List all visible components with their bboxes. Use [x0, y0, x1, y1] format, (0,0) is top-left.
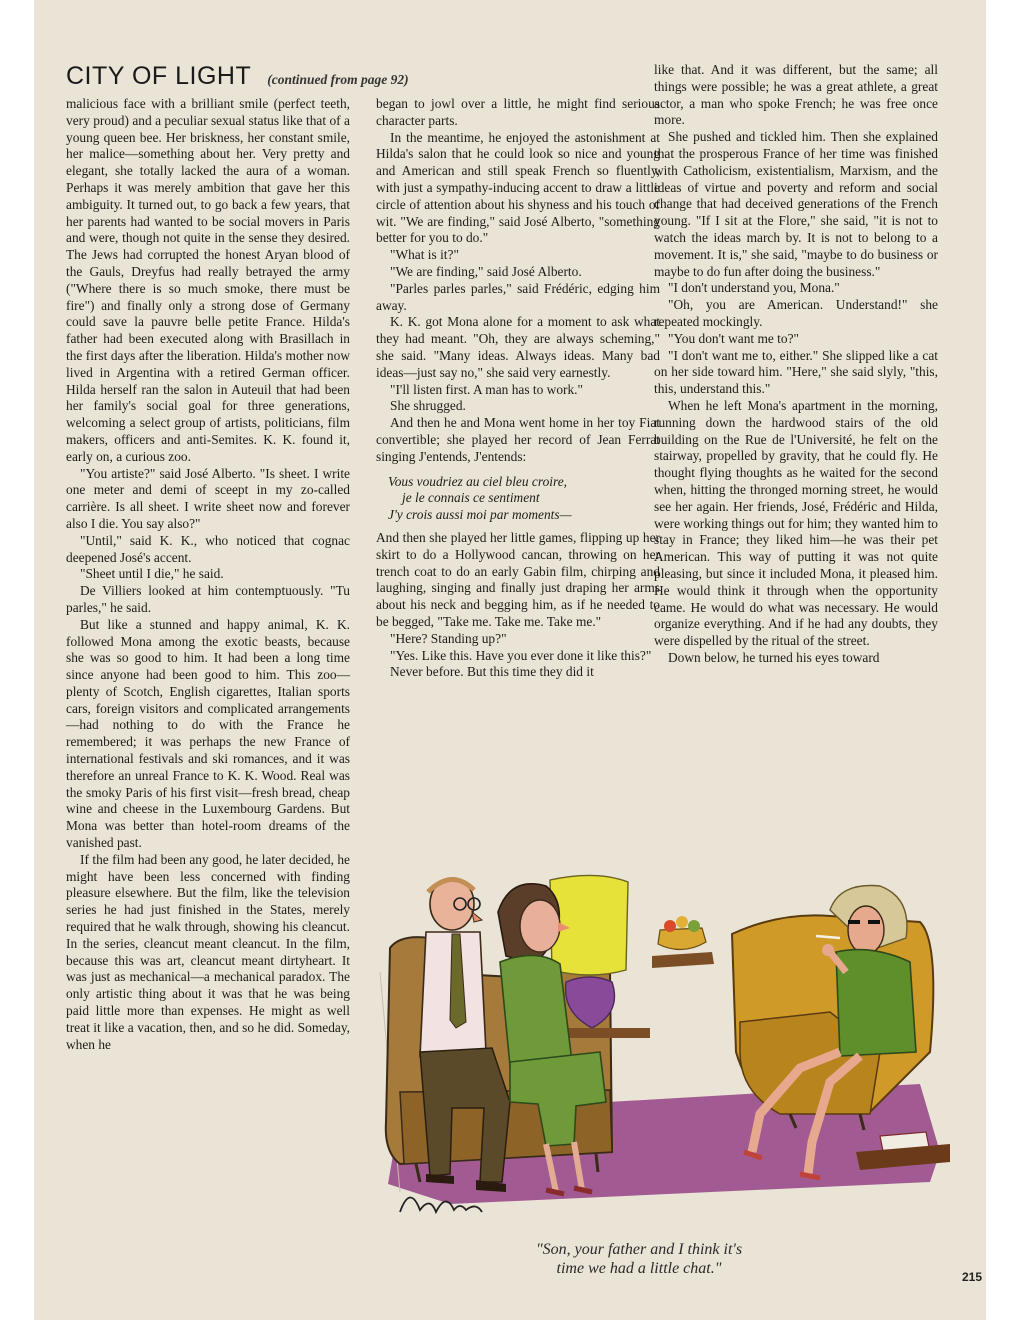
- paragraph: "I don't understand you, Mona.": [668, 280, 840, 296]
- paragraph: When he left Mona's apartment in the morning, running down the hardwood stairs of the old building on the Rue de l'Université, he felt on the stairway, propelled by gravity, that he could fly. He thought flying thoughts as he waited for the second when, hitting the thronged morning street, he would see her again. Her friends, José, Frédéric and Hilda, were working things out for him; they wanted him to stay in France; they liked him—he was their pet American. This way of putting it was not quite pleasing, but since it included Mona, it pleased him. He would think it through when the opportunity came. He would do what was necessary. He would organize everything. And if he had any doubts, they were dispelled by the ritual of the street.: [654, 397, 938, 649]
- paragraph: "Sheet until I die," he said.: [80, 566, 224, 582]
- page-number: 215: [961, 1270, 982, 1284]
- text-column-2: [376, 96, 660, 681]
- text-column-3: [654, 62, 938, 667]
- paragraph: If the film had been any good, he later decided, he might have been less concerned with finding pleasure elsewhere. But the film, like the television series he had just finished in the States, merely required that he walk through, showing his cleancut. In the series, cleancut meant cleancut. In the film, because this was art, cleancut meant dirtyheart. It was just as mechanical—a mechanical paradox. The only artistic thing about it was that he was being paid little more than expenses. He might as well treat it like a vacation, then, and so he did. Someday, when he: [66, 851, 350, 1052]
- fruit-bowl: [652, 916, 714, 968]
- verse-line: je le connais ce sentiment: [402, 490, 540, 506]
- paragraph: "What is it?": [390, 247, 459, 263]
- paragraph: "Here? Standing up?": [390, 630, 507, 646]
- song-verse: [388, 474, 660, 524]
- verse-line: Vous voudriez au ciel bleu croire,: [388, 473, 567, 489]
- paragraph: "Parles parles parles," said Frédéric, edging him away.: [376, 280, 660, 313]
- paragraph: malicious face with a brilliant smile (perfect teeth, very proud) and a peculiar sexual status like that of a young queen bee. Her briskness, her constant smile, her malice—something about her. Very pretty and elegant, she totally lacked the aura of a woman. Perhaps it was merely ambition that gave her this ambiguity. It turned out, to go back a few years, that her parents had wanted to be social movers in Paris and were, though not quite in the sense they desired. The Jews had corrupted the honest Aryan blood of the Gauls, Dreyfus had really betrayed the army ("Where there is so much smoke, there must be fire") and finally only a strong dose of Germany could save la pauvre belle petite France. Hilda's father had been executed along with Brasillach in the first days after the liberation. Hilda's mother now lived in Argentina with a retired German officer. Hilda herself ran the salon in Auteuil that had been her family's social goal for three generations, welcoming a select group of artists, politicians, film makers, officers and anti-Semites. K. K. found it, early on, a curious zoo.: [66, 96, 350, 464]
- magazine-page: [34, 0, 986, 1320]
- paragraph: "Oh, you are American. Understand!" she repeated mockingly.: [654, 297, 938, 329]
- cartoon-caption: [474, 1240, 804, 1278]
- caption-line: "Son, your father and I think it's: [535, 1241, 743, 1258]
- paragraph: "I don't want me to, either." She slipped like a cat on her side toward him. "Here," she said slyly, "this, this, understand this.": [654, 347, 938, 397]
- paragraph: She shrugged.: [390, 398, 466, 414]
- paragraph: K. K. got Mona alone for a moment to ask what they had meant. "Oh, they are always scheming," she said. "Many ideas. Always ideas. Many bad ideas—just say no," she said very earnestly.: [376, 314, 660, 380]
- paragraph: "I'll listen first. A man has to work.": [390, 381, 583, 397]
- paragraph: began to jowl over a little, he might find serious character parts.: [376, 96, 660, 128]
- caption-line: time we had a little chat.": [556, 1260, 722, 1277]
- paragraph: Never before. But this time they did it: [390, 664, 594, 680]
- paragraph: And then he and Mona went home in her toy Fiat convertible; she played her record of Jean Ferrat singing J'entends, J'entends:: [376, 415, 660, 464]
- paragraph: And then she played her little games, flipping up her skirt to do a Hollywood cancan, throwing on her trench coat to do an early Gabin film, chirping and laughing, singing and finally just draping her arms about his neck and begging him, as if he needed to be begged, "Take me. Take me. Take me.": [376, 529, 660, 629]
- continued-note: (continued from page 92): [267, 72, 409, 87]
- paragraph: Down below, he turned his eyes toward: [668, 649, 880, 665]
- paragraph: "Yes. Like this. Have you ever done it like this?": [390, 647, 652, 663]
- paragraph: "You artiste?" said José Alberto. "Is sheet. I write one meter and demi of sceept in my zo-called carrière. Is all sheet. I write sheet now and forever also I die. You say also?": [66, 465, 350, 531]
- paragraph: "We are finding," said José Alberto.: [390, 263, 582, 279]
- text-column-1: [66, 96, 350, 1053]
- paragraph: "Until," said K. K., who noticed that cognac deepened José's accent.: [66, 532, 350, 565]
- paragraph: In the meantime, he enjoyed the astonishment at Hilda's salon that he could look so nice and young and American and still speak French so fluently, with just a sympathy-inducing accent to draw a little circle of attention about his shyness and his touch of wit. "We are finding," said José Alberto, "something better for you to do.": [376, 129, 660, 246]
- paragraph: She pushed and tickled him. Then she explained that the prosperous France of her time was finished with Catholicism, existentialism, Marxism, and the ideas of virtue and poverty and reform and social change that had deceived generations of the French young. "If I sit at the Flore," she said, "it is not to watch the ideas march by. It is not to belong to a movement. It is," she said, "maybe to do business or maybe to do fun after doing the business.": [654, 129, 938, 279]
- paragraph: like that. And it was different, but the same; all things were possible; he was a great athlete, a great actor, a man who spoke French; he was free once more.: [654, 62, 938, 128]
- verse-line: J'y crois aussi moi par moments—: [388, 507, 572, 523]
- article-title: CITY OF LIGHT: [66, 62, 252, 90]
- paragraph: But like a stunned and happy animal, K. K. followed Mona among the exotic beasts, because she was so good to him. It had been a long time since anyone had been good to him. This zoo—plenty of Scotch, English cigarettes, Italian sports cars, foreign visitors and complicated arrangements—had nothing to do with the France he remembered; it was perhaps the new France of international festivals and ski romances, and it was therefore an unreal France to K. K. Wood. Real was the smoky Paris of his first visit—fresh bread, cheap wine and cheese in the Luxembourg Gardens. But Mona was better than hotel-room dreams of the vanished past.: [66, 616, 350, 851]
- cartoon-illustration: [360, 852, 950, 1230]
- paragraph: "You don't want me to?": [668, 330, 800, 346]
- paragraph: De Villiers looked at him contemptuously. "Tu parles," he said.: [66, 583, 350, 615]
- article-header: [66, 62, 626, 94]
